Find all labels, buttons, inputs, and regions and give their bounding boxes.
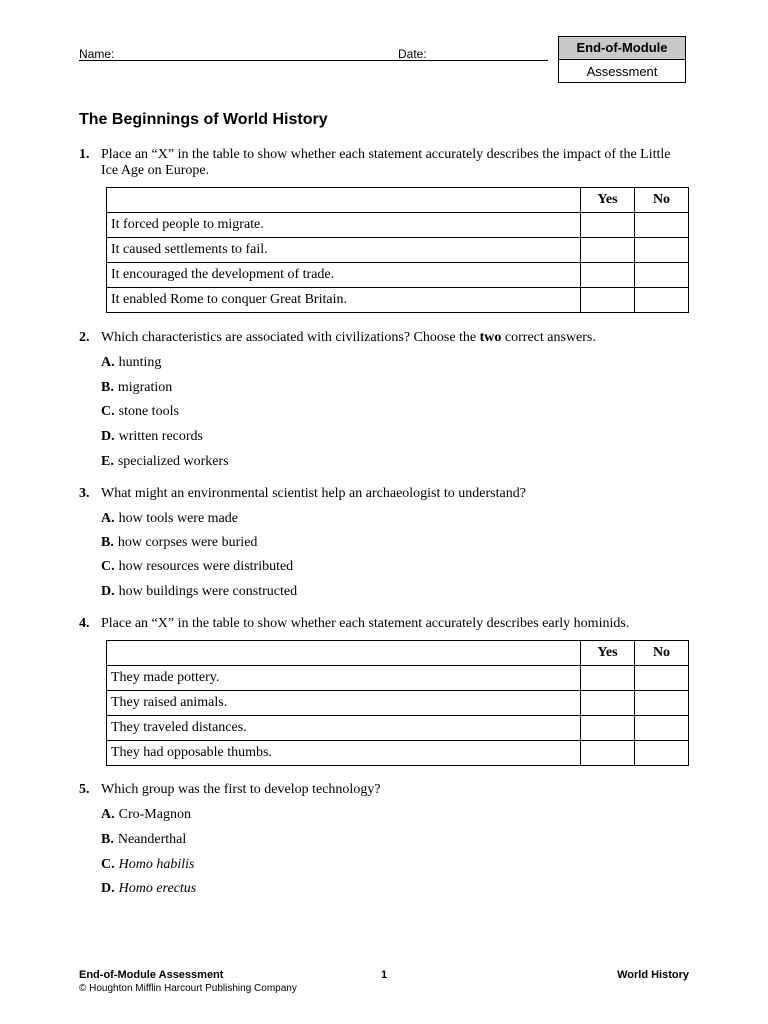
statement: It encouraged the development of trade. [107,263,581,288]
option-text: how tools were made [118,511,238,526]
option-letter: D. [101,881,115,896]
answer-option[interactable] [101,832,186,848]
question-text-part: correct answers. [501,330,596,345]
question-2 [79,330,679,346]
yes-cell[interactable] [581,238,635,263]
statement: They traveled distances. [107,716,581,741]
footer-subject: World History [617,969,689,981]
question-3 [79,486,679,502]
option-letter: C. [101,404,115,419]
col-no: No [635,188,689,213]
col-yes: Yes [581,188,635,213]
badge-bottom: Assessment [586,64,658,79]
answer-option[interactable] [101,454,229,470]
option-letter: D. [101,584,115,599]
col-no: No [635,641,689,666]
answer-option[interactable] [101,857,194,873]
question-text: What might an environmental scientist help an archaeologist to understand? [101,486,526,501]
no-cell[interactable] [635,263,689,288]
no-cell[interactable] [635,691,689,716]
option-text: how buildings were constructed [118,584,298,599]
yes-cell[interactable] [581,263,635,288]
statement: It forced people to migrate. [107,213,581,238]
yes-cell[interactable] [581,741,635,766]
statement: They had opposable thumbs. [107,741,581,766]
yes-cell[interactable] [581,213,635,238]
question-text-emphasis: two [479,330,502,345]
table-header-row [107,641,689,666]
table-cell-blank [107,188,581,213]
question-number: 2. [79,330,90,345]
question-number: 4. [79,616,90,631]
answer-option[interactable] [101,404,179,420]
no-cell[interactable] [635,238,689,263]
answer-option[interactable] [101,429,203,445]
statement: It enabled Rome to conquer Great Britain. [107,288,581,313]
option-text: specialized workers [117,454,229,469]
assessment-badge [558,36,686,83]
answer-option[interactable] [101,355,161,371]
name-date-line[interactable] [79,60,548,61]
yes-cell[interactable] [581,716,635,741]
option-text: Homo erectus [118,881,197,896]
answer-option[interactable] [101,881,196,897]
no-cell[interactable] [635,741,689,766]
option-text: how corpses were buried [117,535,258,550]
option-letter: B. [101,535,114,550]
yes-cell[interactable] [581,288,635,313]
question-5 [79,782,679,798]
option-text: Homo habilis [118,857,195,872]
option-letter: C. [101,559,115,574]
statement: They raised animals. [107,691,581,716]
table-row [107,213,689,238]
page-title: The Beginnings of World History [79,111,328,128]
question-1-table [106,187,689,313]
answer-option[interactable] [101,535,257,551]
question-number: 5. [79,782,90,797]
question-text: Place an “X” in the table to show whether each statement accurately describes early hominids. [101,616,630,631]
yes-cell[interactable] [581,666,635,691]
table-row [107,691,689,716]
option-letter: B. [101,380,114,395]
option-text: migration [117,380,173,395]
yes-cell[interactable] [581,691,635,716]
no-cell[interactable] [635,716,689,741]
option-text: how resources were distributed [118,559,294,574]
question-text-part: Which characteristics are associated with civilizations? Choose the [101,330,480,345]
table-cell-blank [107,641,581,666]
answer-option[interactable] [101,559,293,575]
answer-option[interactable] [101,584,297,600]
question-text: Which group was the first to develop technology? [101,782,381,797]
answer-option[interactable] [101,380,172,396]
table-row [107,238,689,263]
answer-option[interactable] [101,511,238,527]
question-4 [79,616,679,632]
question-text [101,330,679,346]
question-4-table [106,640,689,766]
table-row [107,741,689,766]
option-letter: C. [101,857,115,872]
option-letter: B. [101,832,114,847]
footer-title: End-of-Module Assessment [79,969,224,981]
option-letter: A. [101,807,115,822]
option-letter: D. [101,429,115,444]
badge-top: End-of-Module [559,37,685,60]
footer-copyright: © Houghton Mifflin Harcourt Publishing Company [79,983,297,994]
option-text: stone tools [118,404,179,419]
table-row [107,288,689,313]
option-letter: A. [101,355,115,370]
question-number: 3. [79,486,90,501]
question-text: Place an “X” in the table to show whether each statement accurately describes the impact of the Little Ice Age on Europe. [101,147,671,178]
option-letter: E. [101,454,114,469]
option-letter: A. [101,511,115,526]
statement: It caused settlements to fail. [107,238,581,263]
question-number: 1. [79,147,90,162]
col-yes: Yes [581,641,635,666]
table-row [107,263,689,288]
no-cell[interactable] [635,288,689,313]
option-text: Cro-Magnon [118,807,191,822]
statement: They made pottery. [107,666,581,691]
table-row [107,666,689,691]
option-text: Neanderthal [117,832,187,847]
table-header-row [107,188,689,213]
question-1 [79,147,679,179]
table-row [107,716,689,741]
option-text: hunting [118,355,162,370]
answer-option[interactable] [101,807,191,823]
date-label: Date: [398,47,427,61]
name-label: Name: [79,47,115,61]
no-cell[interactable] [635,213,689,238]
no-cell[interactable] [635,666,689,691]
page-number: 1 [381,969,388,981]
option-text: written records [118,429,203,444]
